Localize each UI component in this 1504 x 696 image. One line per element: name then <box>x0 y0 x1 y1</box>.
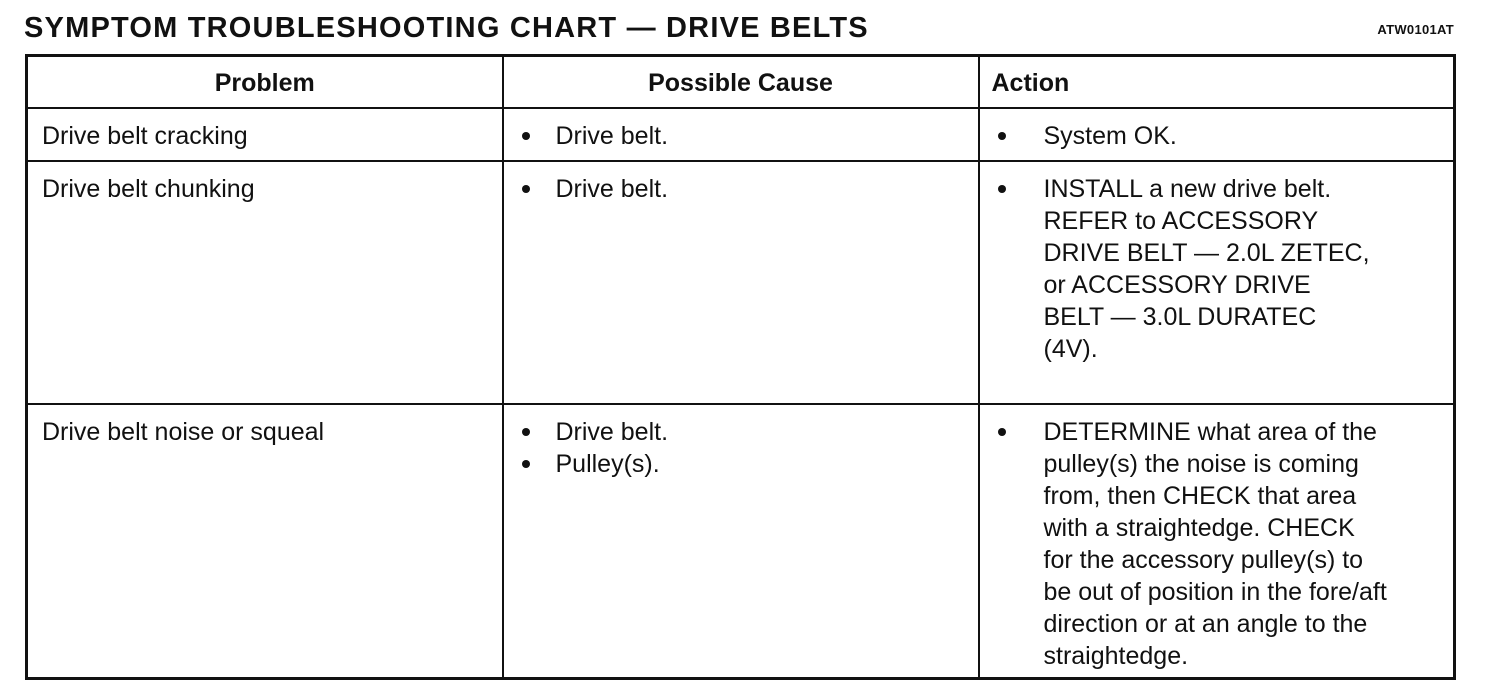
cause-item <box>518 448 964 480</box>
problem-cell: Drive belt cracking <box>27 108 503 161</box>
cause-text: Drive belt. <box>555 175 669 203</box>
action-text: System OK. <box>1043 122 1177 150</box>
cause-item <box>518 416 964 448</box>
figure-code: ATW0101AT <box>1377 22 1454 37</box>
cause-text: Drive belt. <box>555 418 669 446</box>
cause-item <box>518 120 964 152</box>
action-text: INSTALL a new drive belt. REFER to ACCESSORY DRIVE BELT — 2.0L ZETEC, or ACCESSORY DRIVE BELT — 3.0L DURATEC (4V). <box>1043 175 1370 363</box>
bullet-icon <box>522 428 530 436</box>
bullet-icon <box>998 428 1006 436</box>
cause-list <box>518 416 964 480</box>
bullet-icon <box>998 132 1006 140</box>
cause-cell <box>503 404 979 679</box>
action-item <box>994 120 1440 152</box>
bullet-icon <box>522 185 530 193</box>
table-row <box>27 161 1455 404</box>
page-title: SYMPTOM TROUBLESHOOTING CHART — DRIVE BELTS <box>24 12 869 44</box>
problem-cell: Drive belt chunking <box>27 161 503 404</box>
table-row <box>27 404 1455 679</box>
cause-text: Drive belt. <box>555 122 669 150</box>
cause-cell <box>503 108 979 161</box>
action-cell <box>979 404 1455 679</box>
problem-cell: Drive belt noise or squeal <box>27 404 503 679</box>
table-header-row <box>27 56 1455 109</box>
action-cell <box>979 161 1455 404</box>
column-header-problem: Problem <box>27 56 503 109</box>
action-cell <box>979 108 1455 161</box>
cause-item <box>518 173 964 205</box>
bullet-icon <box>998 185 1006 193</box>
action-list <box>994 120 1440 152</box>
cause-cell <box>503 161 979 404</box>
bullet-icon <box>522 460 530 468</box>
chart-header <box>24 10 1454 50</box>
action-item <box>994 416 1440 672</box>
troubleshooting-table <box>25 54 1456 680</box>
cause-list <box>518 173 964 205</box>
action-list <box>994 416 1440 672</box>
column-header-action: Action <box>979 56 1455 109</box>
action-list <box>994 173 1440 365</box>
action-item <box>994 173 1440 365</box>
cause-list <box>518 120 964 152</box>
cause-text: Pulley(s). <box>555 450 660 478</box>
bullet-icon <box>522 132 530 140</box>
table-row <box>27 108 1455 161</box>
column-header-possible-cause: Possible Cause <box>503 56 979 109</box>
action-text: DETERMINE what area of the pulley(s) the noise is coming from, then CHECK that area with a straightedge. CHECK for the accessory pulley(s) to be out of position in the fore/aft direction or at an angle to the straightedge. <box>1043 418 1387 670</box>
